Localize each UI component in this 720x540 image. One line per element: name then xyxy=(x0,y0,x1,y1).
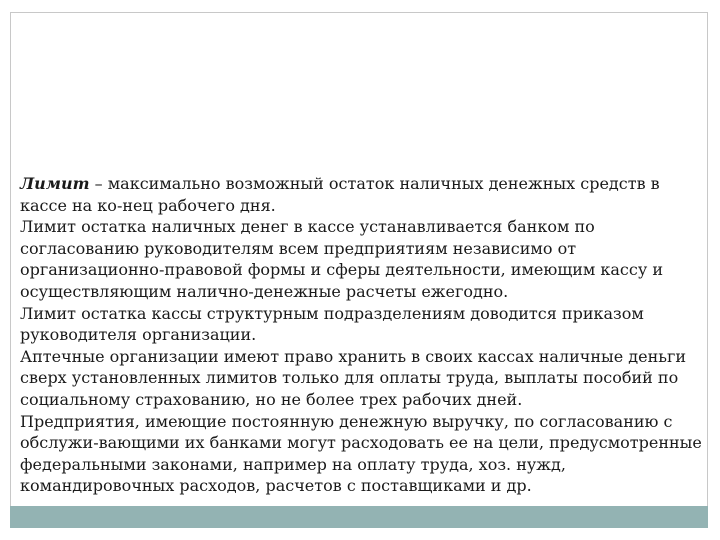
paragraph-enterprises: Предприятия, имеющие постоянную денежную выручку, по согласованию с обслужи-вающими их банками могут расходовать ее на цели, предусмотренные федеральными законами, например на оплату труда, хоз. нужд, командировочных расходов, расчетов с поставщиками и др. xyxy=(20,411,702,496)
paragraph-pharmacy: Аптечные организации имеют право хранить в своих кассах наличные деньги сверх установленных лимитов только для оплаты труда, выплаты пособий по социальному страхованию, но не более трех рабочих дней. xyxy=(20,346,687,409)
slide-body xyxy=(20,173,702,497)
paragraph-structural-units: Лимит остатка кассы структурным подразделениям доводится приказом руководителя организации. xyxy=(20,303,644,345)
term-limit: Лимит xyxy=(20,174,90,193)
footer-bar xyxy=(10,506,708,528)
paragraph-bank-limit: Лимит остатка наличных денег в кассе устанавливается банком по согласованию руководителям всем предприятиям независимо от организационно-правовой формы и сферы деятельности, имеющим кассу и осуществляющим налично-денежные расчеты ежегодно. xyxy=(20,217,664,301)
definition-text: – максимально возможный остаток наличных денежных средств в кассе на ко-нец рабочего дня. xyxy=(20,174,660,215)
paragraph-definition xyxy=(20,173,702,216)
